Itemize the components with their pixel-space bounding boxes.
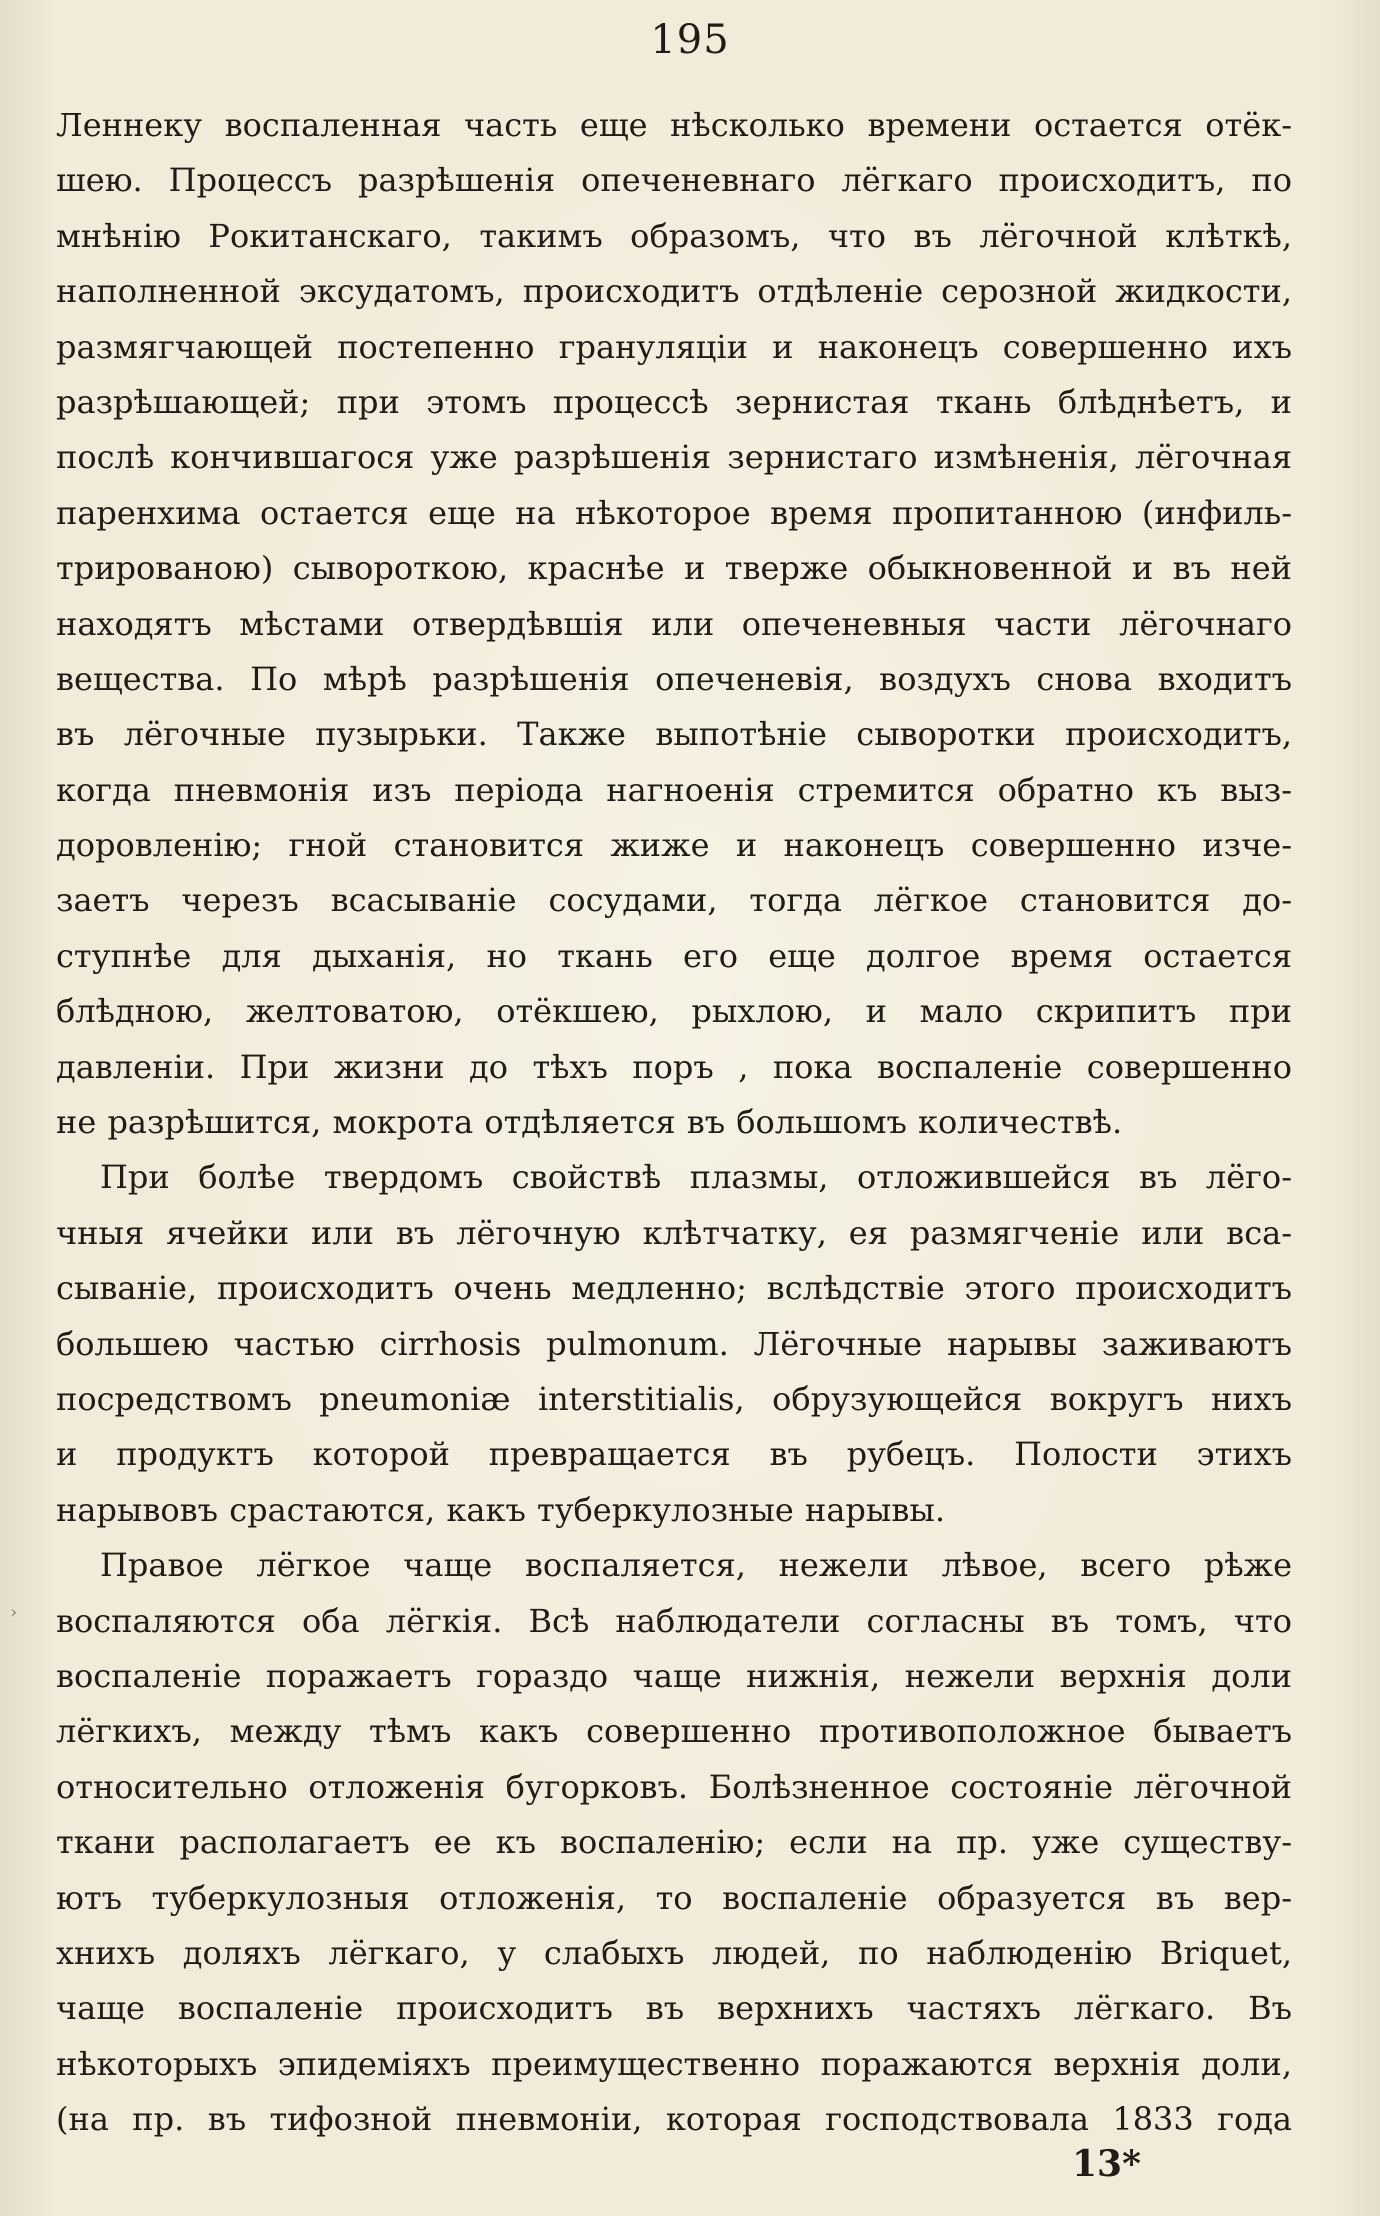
text-line: вещества. По мѣрѣ разрѣшенія опеченевія, воздухъ снова входитъ — [56, 659, 1292, 698]
text-line: лёгкихъ, между тѣмъ какъ совершенно противоположное бываетъ — [56, 1712, 1292, 1751]
text-line: наполненной эксудатомъ, происходитъ отдѣленіе серозной жидкости, — [56, 272, 1292, 311]
text-line: При болѣе твердомъ свойствѣ плазмы, отложившейся въ лёго- — [100, 1158, 1292, 1197]
text-line: Леннеку воспаленная часть еще нѣсколько времени остается отёк- — [56, 106, 1292, 144]
body-text — [56, 98, 1292, 2147]
text-line: воспаленіе поражаетъ гораздо чаще нижнія, нежели верхнія доли — [56, 1656, 1292, 1695]
text-line: (на пр. въ тифозной пневмоніи, которая господствовала 1833 года — [56, 2100, 1292, 2139]
text-line: хнихъ доляхъ лёгкаго, у слабыхъ людей, по наблюденію Briquet, — [56, 1933, 1292, 1972]
text-line: воспаляются оба лёгкія. Всѣ наблюдатели согласны въ томъ, что — [56, 1601, 1292, 1640]
text-line: послѣ кончившагося уже разрѣшенія зернистаго измѣненія, лёгочная — [56, 438, 1292, 477]
printer-signature: 13* — [1072, 2143, 1141, 2185]
text-line: размягчающей постепенно грануляціи и наконецъ совершенно ихъ — [56, 327, 1292, 366]
text-line: блѣдною, желтоватою, отёкшею, рыхлою, и мало скрипитъ при — [56, 992, 1292, 1031]
page-number: 195 — [650, 17, 730, 63]
text-line: и продуктъ которой превращается въ рубецъ. Полости этихъ — [56, 1435, 1292, 1474]
margin-mark: › — [10, 1602, 18, 1623]
paragraph-1 — [56, 98, 1292, 1150]
text-line: въ лёгочные пузырьки. Также выпотѣніе сыворотки происходитъ, — [56, 715, 1292, 754]
text-line: относительно отложенія бугорковъ. Болѣзненное состояніе лёгочной — [56, 1767, 1292, 1806]
text-line: не разрѣшится, мокрота отдѣляется въ большомъ количествѣ. — [56, 1103, 1123, 1142]
text-line: посредствомъ pneumoniæ interstitialis, обрузующейся вокругъ нихъ — [56, 1379, 1292, 1418]
text-line: давленіи. При жизни до тѣхъ поръ , пока воспаленіе совершенно — [56, 1047, 1292, 1086]
text-line: шею. Процессъ разрѣшенія опеченевнаго лёгкаго происходитъ, по — [56, 161, 1292, 200]
text-line: Правое лёгкое чаще воспаляется, нежели лѣвое, всего рѣже — [100, 1546, 1292, 1585]
text-line: сываніе, происходитъ очень медленно; вслѣдствіе этого происходитъ — [56, 1269, 1292, 1308]
text-line: ступнѣе для дыханія, но ткань его еще долгое время остается — [56, 936, 1292, 975]
paragraph-2 — [56, 1150, 1292, 1538]
text-line: нарывовъ срастаются, какъ туберкулозные нарывы. — [56, 1490, 946, 1529]
text-line: трированою) сывороткою, краснѣе и тверже обыкновенной и въ ней — [56, 549, 1292, 588]
text-line: паренхима остается еще на нѣкоторое время пропитанною (инфиль- — [56, 493, 1292, 532]
text-line: заетъ черезъ всасываніе сосудами, тогда лёгкое становится до- — [56, 881, 1292, 920]
text-line: нѣкоторыхъ эпидеміяхъ преимущественно поражаются верхнія доли, — [56, 2044, 1292, 2083]
text-line: чныя ячейки или въ лёгочную клѣтчатку, ея размягченіе или вса- — [56, 1213, 1292, 1252]
text-line: ткани располагаетъ ее къ воспаленію; если на пр. уже существу- — [56, 1823, 1292, 1862]
text-line: чаще воспаленіе происходитъ въ верхнихъ частяхъ лёгкаго. Въ — [56, 1989, 1292, 2028]
text-line: большею частью cirrhosis pulmonum. Лёгочные нарывы заживаютъ — [56, 1324, 1292, 1363]
text-line: разрѣшающей; при этомъ процессѣ зернистая ткань блѣднѣетъ, и — [56, 382, 1292, 421]
text-line: мнѣнію Рокитанскаго, такимъ образомъ, что въ лёгочной клѣткѣ, — [56, 216, 1292, 255]
text-line: доровленію; гной становится жиже и наконецъ совершенно изче- — [56, 826, 1292, 865]
paragraph-3 — [56, 1538, 1292, 2147]
text-line: когда пневмонія изъ періода нагноенія стремится обратно къ выз- — [56, 770, 1292, 809]
text-line: находятъ мѣстами отвердѣвшія или опеченевныя части лёгочнаго — [56, 604, 1292, 643]
text-line: ютъ туберкулозныя отложенія, то воспаленіе образуется въ вер- — [56, 1878, 1292, 1917]
